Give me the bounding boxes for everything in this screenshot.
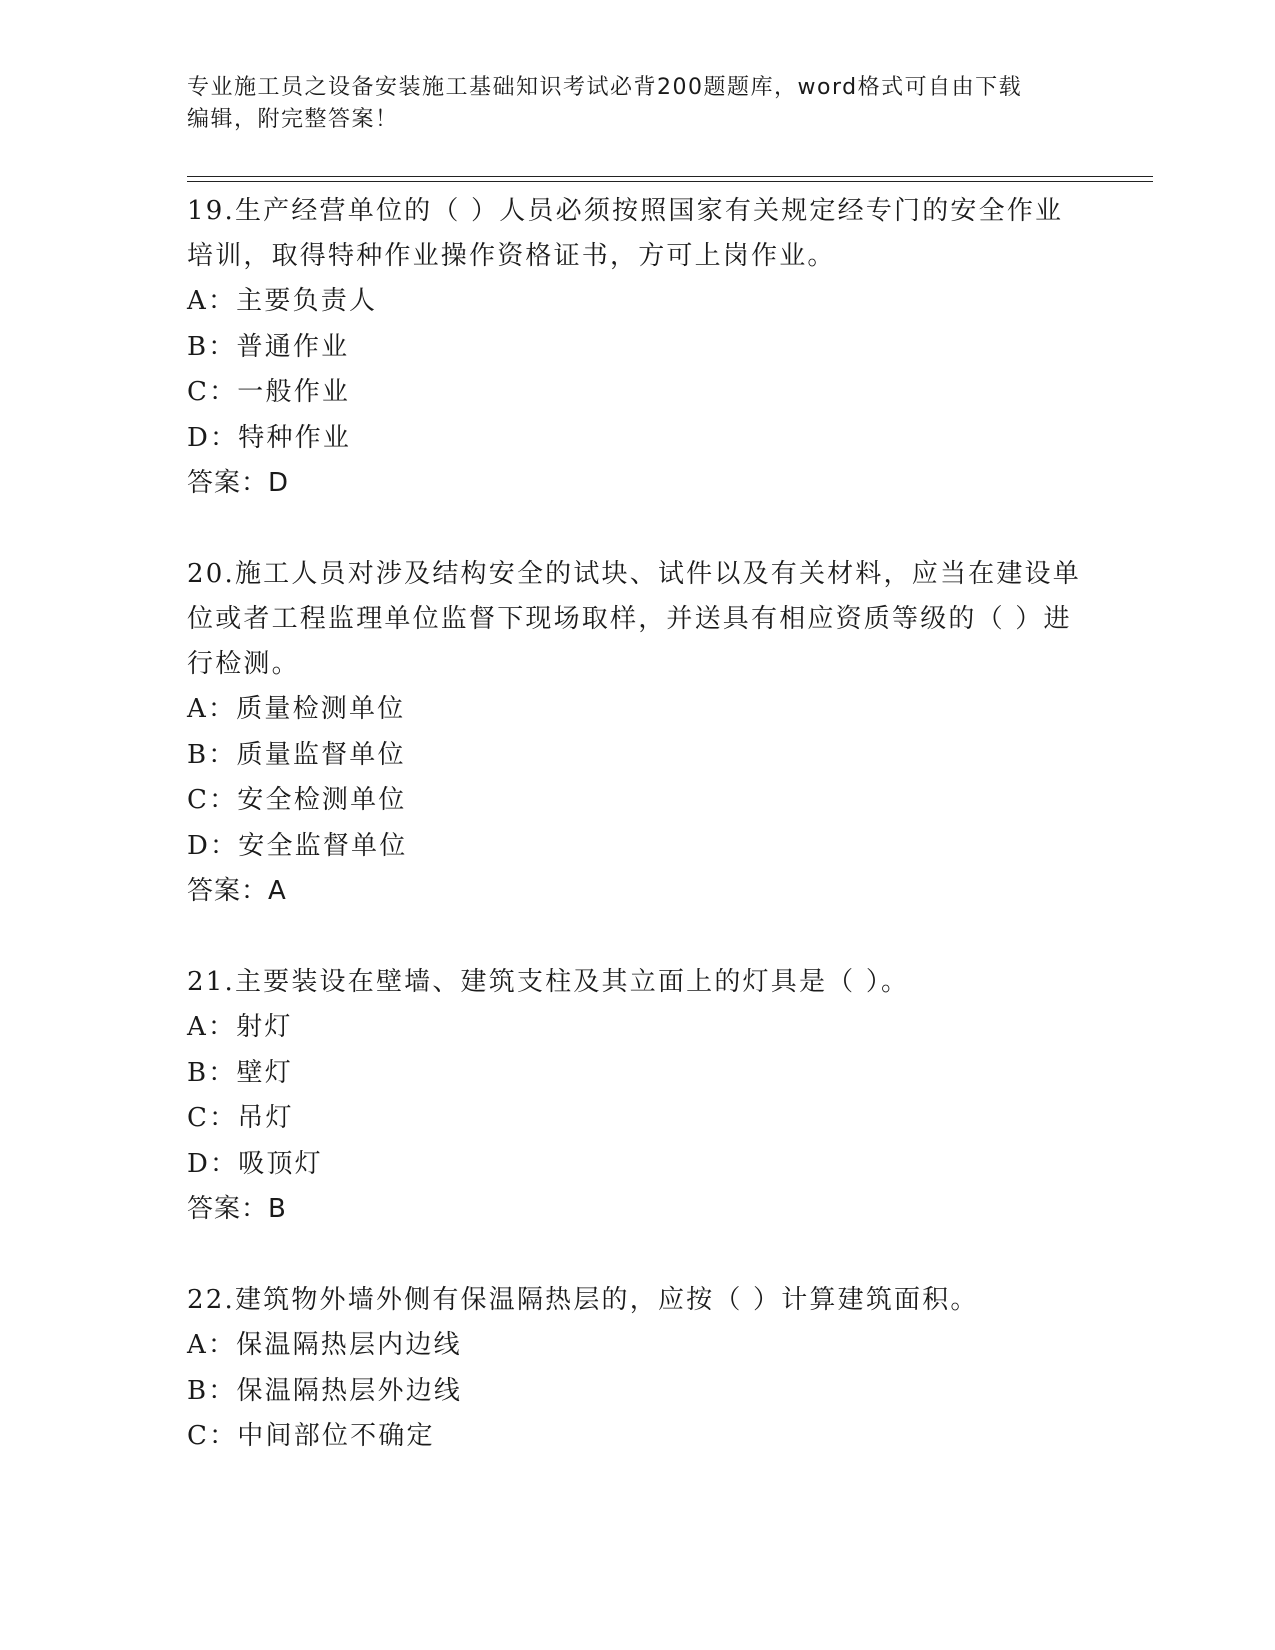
header-divider-bottom: [187, 181, 1153, 182]
answer: 答案：B: [187, 1194, 287, 1224]
option-b: B：壁灯: [187, 1057, 293, 1088]
question-text: 20.施工人员对涉及结构安全的试块、试件以及有关材料，应当在建设单位或者工程监理单位监督下现场取样，并送具有相应资质等级的（ ）进行检测。: [187, 559, 1081, 679]
question-19: [187, 189, 1087, 506]
header-line-2: 编辑，附完整答案！: [187, 107, 399, 132]
question-text: 22.建筑物外墙外侧有保温隔热层的，应按（ ）计算建筑面积。: [187, 1285, 979, 1315]
option-d: D：吸顶灯: [187, 1148, 323, 1179]
answer: 答案：D: [187, 468, 290, 498]
option-c: C：安全检测单位: [187, 785, 407, 815]
question-22: [187, 1278, 1087, 1460]
question-list: [187, 189, 1087, 1460]
option-b: B：质量监督单位: [187, 739, 406, 770]
option-a: A：射灯: [187, 1012, 293, 1042]
option-d: D：安全监督单位: [187, 830, 408, 861]
question-20: [187, 552, 1087, 914]
option-c: C：吊灯: [187, 1103, 294, 1133]
option-b: B：普通作业: [187, 331, 350, 362]
question-text: 21.主要装设在壁墙、建筑支柱及其立面上的灯具是（ ）。: [187, 967, 910, 997]
document-header: [187, 72, 1087, 136]
question-21: [187, 960, 1087, 1232]
option-a: A：主要负责人: [187, 286, 378, 316]
option-a: A：保温隔热层内边线: [187, 1330, 462, 1360]
header-line-1: 专业施工员之设备安装施工基础知识考试必背200题题库，word格式可自由下载: [187, 75, 1023, 100]
question-text: 19.生产经营单位的（ ）人员必须按照国家有关规定经专门的安全作业培训，取得特种作业操作资格证书，方可上岗作业。: [187, 196, 1064, 271]
option-c: C：一般作业: [187, 377, 351, 407]
option-d: D：特种作业: [187, 422, 352, 453]
question-spacer: [187, 506, 1087, 552]
question-spacer: [187, 1232, 1087, 1278]
option-b: B：保温隔热层外边线: [187, 1375, 463, 1406]
header-divider-top: [187, 176, 1153, 177]
option-c: C：中间部位不确定: [187, 1421, 435, 1451]
answer: 答案：A: [187, 876, 287, 906]
option-a: A：质量检测单位: [187, 694, 406, 724]
question-spacer: [187, 914, 1087, 960]
